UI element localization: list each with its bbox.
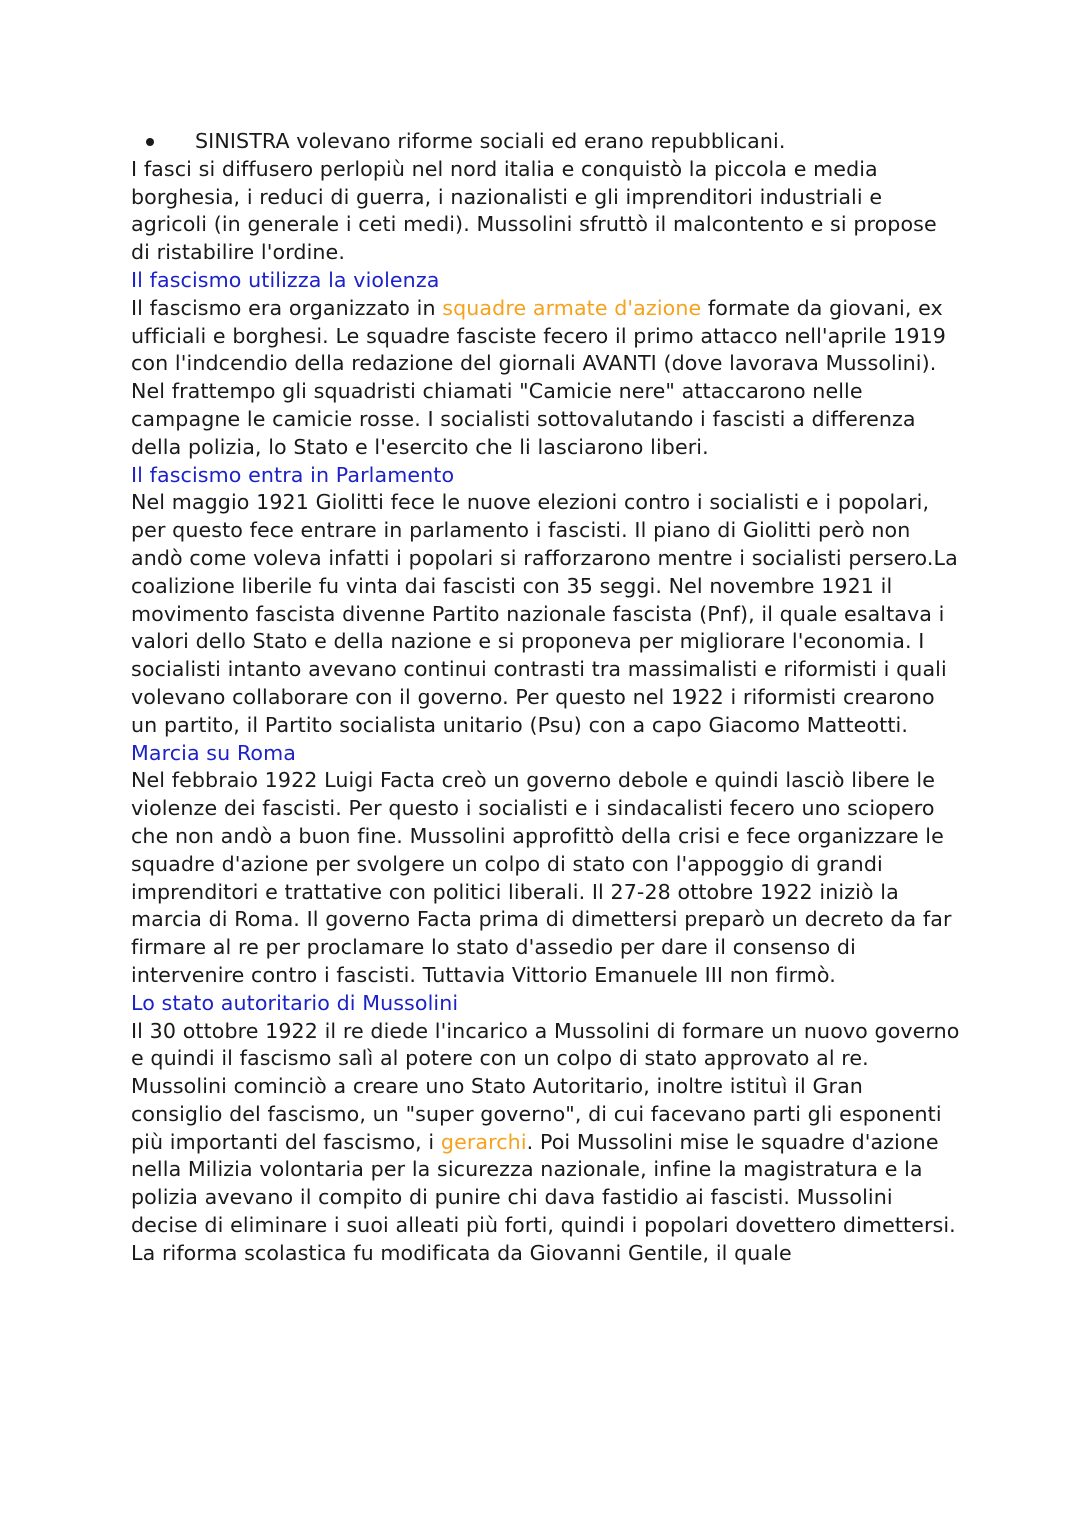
- highlight-gerarchi: gerarchi: [440, 1129, 527, 1154]
- paragraph-stato-autoritario-end: . Poi Mussolini mise le squadre d'azione nella Milizia volontaria per la sicurezza nazionale, infine la magistratura e la polizia avevano il compito di punire chi dava fastidio ai fascisti. Mussolini decise di eliminare i suoi alleati più forti, quindi i popolari dovettero dimettersi. La riforma scolastica fu modificata da Giovanni Gentile, il quale: [131, 1129, 956, 1265]
- highlight-squadre-armate: squadre armate d'azione: [442, 295, 702, 320]
- heading-parlamento: Il fascismo entra in Parlamento: [131, 462, 455, 487]
- paragraph-violenza-end: formate da giovani, ex ufficiali e borghesi. Le squadre fasciste fecero il primo attacco nell'aprile 1919 con l'indcendio della redazione del giornali AVANTI (dove lavorava Mussolini). Nel frattempo gli squadristi chiamati "Camicie nere" attaccarono nelle campagne le camicie rosse. I socialisti sottovalutando i fascisti a differenza della polizia, lo Stato e l'esercito che li lasciarono liberi.: [131, 295, 946, 459]
- paragraph-parlamento: Nel maggio 1921 Giolitti fece le nuove elezioni contro i socialisti e i popolari, per questo fece entrare in parlamento i fascisti. Il piano di Giolitti però non andò come voleva infatti i popolari si rafforzarono mentre i socialisti persero.La coalizione liberile fu vinta dai fascisti con 35 seggi. Nel novembre 1921 il movimento fascista divenne Partito nazionale fascista (Pnf), il quale esaltava i valori dello Stato e della nazione e si proponeva per migliorare l'economia. I socialisti intanto avevano continui contrasti tra massimalisti e riformisti i quali volevano collaborare con il governo. Per questo nel 1922 i riformisti crearono un partito, il Partito socialista unitario (Psu) con a capo Giacomo Matteotti.: [131, 490, 958, 737]
- paragraph-stato-autoritario-start: Il 30 ottobre 1922 il re diede l'incarico a Mussolini di formare un nuovo governo e quindi il fascismo salì al potere con un colpo di stato approvato al re. Mussolini cominciò a creare uno Stato Autoritario, inoltre istituì il Gran consiglio del fascismo, un "super governo", di cui facevano parti gli esponenti più importanti del fascismo, i: [131, 1018, 960, 1154]
- heading-violenza: Il fascismo utilizza la violenza: [131, 267, 440, 292]
- document-page: [131, 128, 961, 1268]
- paragraph-violenza-start: Il fascismo era organizzato in: [131, 295, 443, 320]
- paragraph-marcia-su-roma: Nel febbraio 1922 Luigi Facta creò un governo debole e quindi lasciò libere le violenze dei fascisti. Per questo i socialisti e i sindacalisti fecero uno sciopero che non andò a buon fine. Mussolini approfittò della crisi e fece organizzare le squadre d'azione per svolgere un colpo di stato con l'appoggio di grandi imprenditori e trattative con politici liberali. Il 27-28 ottobre 1922 iniziò la marcia di Roma. Il governo Facta prima di dimettersi preparò un decreto da far firmare al re per proclamare lo stato d'assedio per dare il consenso di intervenire contro i fascisti. Tuttavia Vittorio Emanuele III non firmò.: [131, 768, 952, 987]
- paragraph-stato-autoritario: [131, 1018, 961, 1268]
- bullet-dot-icon: [146, 138, 154, 146]
- bullet-item: [131, 128, 961, 156]
- heading-marcia-su-roma: Marcia su Roma: [131, 740, 297, 765]
- paragraph-violenza: [131, 295, 961, 462]
- intro-paragraph: I fasci si diffusero perlopiù nel nord italia e conquistò la piccola e media borghesia, i reduci di guerra, i nazionalisti e gli imprenditori industriali e agricoli (in generale i ceti medi). Mussolini sfruttò il malcontento e si propose di ristabilire l'ordine.: [131, 156, 937, 265]
- heading-stato-autoritario: Lo stato autoritario di Mussolini: [131, 990, 459, 1015]
- bullet-text: SINISTRA volevano riforme sociali ed erano repubblicani.: [195, 129, 786, 153]
